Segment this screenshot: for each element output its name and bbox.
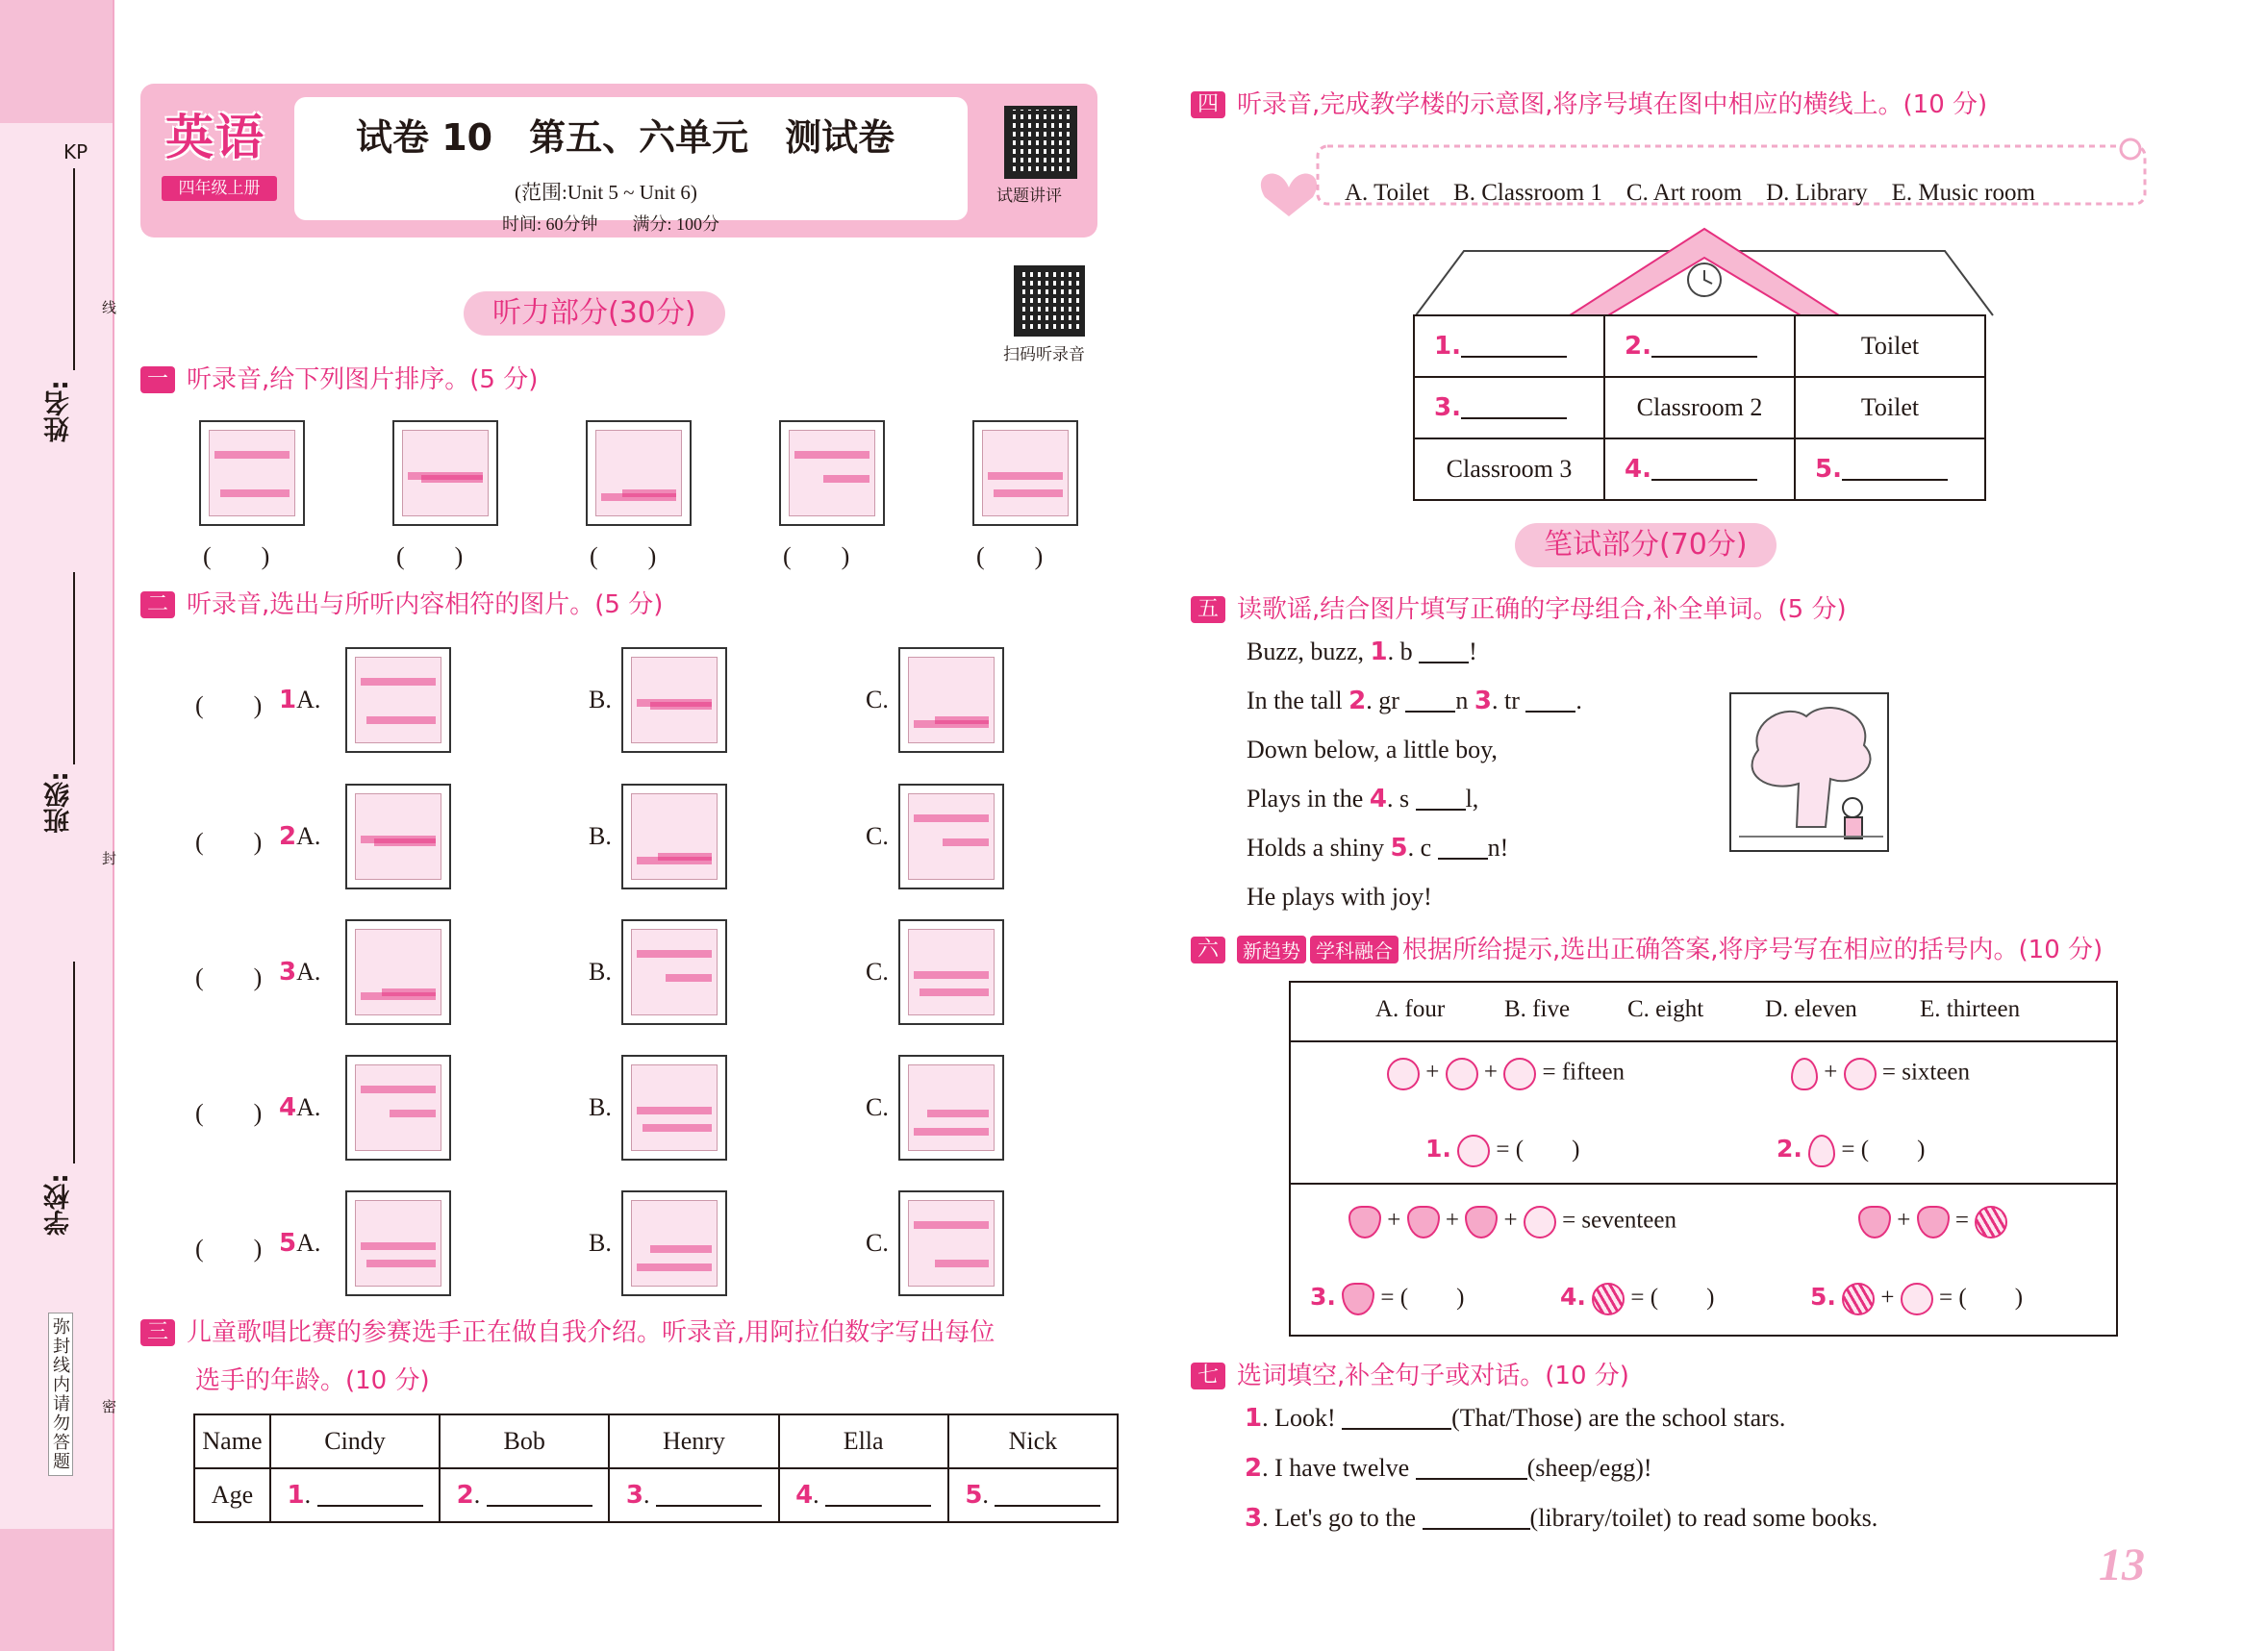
- floor-blank-number: 4.: [1625, 455, 1651, 484]
- math-option-2: B. five: [1504, 996, 1571, 1022]
- subject-fusion-badge: 学科融合: [1310, 936, 1399, 963]
- q2-option-c-label: C.: [866, 822, 889, 850]
- watermelon-icon: [1842, 1283, 1875, 1315]
- floor-answer-blank[interactable]: [1461, 417, 1567, 419]
- question-3-text-1: 儿童歌唱比赛的参赛选手正在做自我介绍。听录音,用阿拉伯数字写出每位: [187, 1318, 995, 1347]
- question-6-heading: [1191, 930, 2103, 965]
- age-answer-cell[interactable]: 1.: [270, 1468, 440, 1522]
- q2-item-label-5: [279, 1229, 320, 1258]
- picture-detail: [366, 1260, 436, 1267]
- picture-fill: [209, 430, 295, 516]
- floor-blank-number: 1.: [1434, 332, 1461, 361]
- sentence-blank[interactable]: [1423, 1528, 1530, 1530]
- picture-detail: [650, 702, 712, 710]
- q2-option-a-label: A.: [296, 958, 321, 986]
- picture-detail: [220, 489, 290, 497]
- picture-detail: [214, 451, 290, 459]
- trend-badge: 新趋势: [1237, 936, 1306, 963]
- q2-item-number: 1: [279, 686, 297, 714]
- chant-blank-number: 1: [1370, 638, 1388, 666]
- picture-fill: [908, 1200, 995, 1287]
- time-and-score: 时间: 60分钟 满分: 100分: [502, 214, 720, 234]
- q2-item-5-picture-a[interactable]: [345, 1190, 451, 1296]
- q1-picture-1[interactable]: [199, 420, 305, 526]
- q2-option-b-label: B.: [589, 1229, 612, 1257]
- page-number: 13: [2099, 1539, 2145, 1590]
- picture-detail: [366, 716, 436, 724]
- picture-fill: [631, 793, 718, 880]
- chant-blank[interactable]: [1405, 711, 1455, 713]
- age-answer-blank[interactable]: [995, 1505, 1100, 1507]
- sentence-text: . Let's go to the: [1262, 1504, 1423, 1532]
- q2-option-a-label: A.: [296, 1229, 321, 1257]
- picture-fill: [908, 657, 995, 743]
- floor-row: [1414, 377, 1985, 438]
- floor-answer-blank[interactable]: [1651, 356, 1757, 358]
- test-title: 试卷 10 第五、六单元 测试卷: [356, 116, 895, 159]
- chant-line-1: [1247, 638, 1477, 666]
- apple-icon: [1457, 1135, 1490, 1167]
- q2-answer-blank-5[interactable]: ( ): [195, 1235, 263, 1263]
- watermelon-icon: [1975, 1206, 2007, 1238]
- chant-blank-number: 4: [1369, 785, 1387, 813]
- seal-mark-3: 密: [100, 1399, 115, 1413]
- age-blank-number: 3: [625, 1481, 643, 1510]
- question-4-heading: [1191, 85, 1987, 120]
- q2-option-b-label: B.: [589, 958, 612, 986]
- sentence-number: 3: [1245, 1504, 1263, 1533]
- seal-note: 弥封线内请勿答题: [48, 1313, 73, 1476]
- chant-blank[interactable]: [1438, 858, 1488, 860]
- watermelon-icon: [1592, 1283, 1625, 1315]
- age-answer-cell[interactable]: 4.: [779, 1468, 948, 1522]
- name-label: 姓名:: [44, 380, 74, 442]
- picture-detail: [382, 988, 436, 996]
- floor-answer-blank[interactable]: [1842, 479, 1948, 481]
- q1-picture-3[interactable]: [586, 420, 692, 526]
- chant-line-3: [1247, 736, 1498, 764]
- contestant-name-cell: Ella: [779, 1414, 948, 1468]
- chant-text: l,: [1465, 785, 1479, 813]
- school-line[interactable]: [73, 962, 75, 1163]
- age-answer-blank[interactable]: [317, 1505, 423, 1507]
- qr-code-icon[interactable]: [1004, 106, 1077, 179]
- sentence-number: 2: [1245, 1454, 1263, 1483]
- strawberry-icon: [1465, 1206, 1498, 1238]
- q1-picture-2[interactable]: [392, 420, 498, 526]
- q2-item-number: 3: [279, 958, 297, 987]
- q2-item-4-picture-a[interactable]: [345, 1055, 451, 1161]
- floor-room-cell: Classroom 3: [1414, 438, 1604, 500]
- name-line[interactable]: [73, 168, 75, 370]
- seal-mark-1: 线: [100, 300, 115, 314]
- q2-option-c-label: C.: [866, 1229, 889, 1257]
- age-answer-cell[interactable]: 3.: [609, 1468, 778, 1522]
- chant-text: He plays with joy!: [1247, 883, 1432, 911]
- apple-icon: [1503, 1058, 1536, 1090]
- apple-icon: [1844, 1058, 1877, 1090]
- chant-letters: . b: [1387, 638, 1420, 665]
- floor-blank-number: 5.: [1815, 455, 1842, 484]
- paper-code: KP: [63, 140, 88, 163]
- picture-fill: [908, 1064, 995, 1151]
- q2-item-3-picture-c[interactable]: [898, 919, 1004, 1025]
- answer-5[interactable]: 5. + = ( ): [1810, 1278, 2023, 1315]
- floor-room-cell: Classroom 2: [1604, 377, 1795, 438]
- apple-icon: [1524, 1206, 1556, 1238]
- picture-detail: [390, 1110, 436, 1117]
- chant-letters: . gr: [1366, 687, 1406, 714]
- chant-blank-number: 5: [1390, 834, 1408, 863]
- chant-blank[interactable]: [1416, 809, 1466, 811]
- age-table-answer-row: [194, 1468, 1118, 1522]
- equation-pear-apple-sixteen: + = sixteen: [1791, 1058, 1970, 1090]
- q2-option-a-label: A.: [296, 686, 321, 713]
- age-label-cell: Age: [194, 1468, 270, 1522]
- q2-option-c-label: C.: [866, 686, 889, 713]
- floor-answer-cell[interactable]: [1795, 438, 1985, 500]
- chant-text: Down below, a little boy,: [1247, 736, 1498, 763]
- chant-line-6: [1247, 883, 1432, 912]
- chant-blank[interactable]: [1525, 711, 1575, 713]
- q1-picture-4[interactable]: [779, 420, 885, 526]
- picture-fill: [631, 1200, 718, 1287]
- q2-option-a-label: A.: [296, 822, 321, 850]
- q2-item-2-picture-b[interactable]: [621, 784, 727, 889]
- q1-order-blank-4[interactable]: ( ): [783, 542, 850, 570]
- chant-blank-number: 2: [1348, 687, 1367, 715]
- picture-detail: [658, 853, 712, 861]
- picture-fill: [355, 929, 441, 1015]
- sentence-text: (That/Those) are the school stars.: [1451, 1404, 1786, 1432]
- floor-answer-blank[interactable]: [1461, 356, 1567, 358]
- picture-detail: [666, 974, 712, 982]
- age-answer-blank[interactable]: [487, 1505, 592, 1507]
- sentence-number: 1: [1245, 1404, 1263, 1433]
- picture-fill: [595, 430, 682, 516]
- q1-order-blank-1[interactable]: ( ): [203, 542, 270, 570]
- q2-option-c-label: C.: [866, 1093, 889, 1121]
- picture-fill: [355, 657, 441, 743]
- building-roof-icon: [1406, 224, 2003, 318]
- q2-item-number: 4: [279, 1093, 297, 1122]
- writing-section-title: 笔试部分(70分): [1515, 523, 1777, 567]
- sentence-text: (sheep/egg)!: [1526, 1454, 1652, 1482]
- subject-title: 英语: [165, 110, 265, 165]
- question-2-number: 二: [140, 591, 175, 618]
- floor-answer-cell[interactable]: [1414, 315, 1604, 377]
- chant-letters: . s: [1386, 785, 1416, 813]
- q2-item-label-2: [279, 822, 320, 851]
- strawberry-icon: [1858, 1206, 1891, 1238]
- sentence-blank[interactable]: [1342, 1428, 1451, 1430]
- tree-boy-picture: [1729, 692, 1889, 852]
- age-blank-number: 1: [287, 1481, 305, 1510]
- q2-item-label-3: [279, 958, 320, 987]
- chant-blank-number: 3: [1474, 687, 1492, 715]
- binding-strip-bottom: [0, 1529, 113, 1651]
- math-divider-1: [1291, 1040, 2116, 1042]
- age-blank-number: 4: [795, 1481, 814, 1510]
- question-4-text: 听录音,完成教学楼的示意图,将序号填在图中相应的横线上。(10 分): [1237, 90, 1988, 119]
- chant-blank[interactable]: [1419, 662, 1469, 663]
- q2-item-1-picture-b[interactable]: [621, 647, 727, 753]
- q2-option-b-label: B.: [589, 822, 612, 850]
- q2-item-4-picture-b[interactable]: [621, 1055, 727, 1161]
- test-range: (范围:Unit 5 ~ Unit 6): [515, 181, 697, 204]
- picture-fill: [631, 929, 718, 1015]
- chant-text: n!: [1487, 834, 1509, 862]
- q2-item-label-1: [279, 686, 320, 714]
- picture-detail: [643, 1124, 712, 1132]
- chant-letters: n: [1455, 687, 1474, 714]
- age-answer-blank[interactable]: [656, 1505, 762, 1507]
- q2-answer-blank-2[interactable]: ( ): [195, 828, 263, 856]
- picture-detail: [637, 1263, 712, 1271]
- age-answer-cell[interactable]: 5.: [948, 1468, 1118, 1522]
- question-1-number: 一: [140, 366, 175, 393]
- age-blank-number: 2: [456, 1481, 474, 1510]
- question-3-heading: [140, 1313, 995, 1348]
- strawberry-icon: [1348, 1206, 1381, 1238]
- picture-detail: [914, 814, 989, 822]
- picture-detail: [361, 1242, 436, 1250]
- apple-icon: [1446, 1058, 1478, 1090]
- age-blank-number: 5: [965, 1481, 983, 1510]
- q1-order-blank-5[interactable]: ( ): [976, 542, 1044, 570]
- q2-item-5-picture-b[interactable]: [621, 1190, 727, 1296]
- q2-option-b-label: B.: [589, 686, 612, 713]
- q2-item-5-picture-c[interactable]: [898, 1190, 1004, 1296]
- q2-item-number: 2: [279, 822, 297, 851]
- q2-item-label-4: [279, 1093, 320, 1122]
- floor-answer-cell[interactable]: [1604, 315, 1795, 377]
- contestant-name-cell: Nick: [948, 1414, 1118, 1468]
- qr-caption: 试题讲评: [996, 187, 1062, 205]
- age-table: [193, 1413, 1119, 1523]
- chant-line-4: [1247, 785, 1478, 813]
- name-header-cell: Name: [194, 1414, 270, 1468]
- floor-answer-cell[interactable]: [1414, 377, 1604, 438]
- fill-sentence-1: [1245, 1404, 1785, 1433]
- question-7-heading: [1191, 1356, 1629, 1391]
- picture-detail: [374, 838, 436, 846]
- question-7-text: 选词填空,补全句子或对话。(10 分): [1237, 1362, 1629, 1390]
- question-2-text: 听录音,选出与所听内容相符的图片。(5 分): [187, 590, 664, 619]
- chant-letters: . tr: [1492, 687, 1526, 714]
- chant-text: In the tall: [1247, 687, 1349, 714]
- sentence-text: (library/toilet) to read some books.: [1529, 1504, 1878, 1532]
- picture-fill: [908, 793, 995, 880]
- q2-item-2-picture-c[interactable]: [898, 784, 1004, 889]
- seal-mark-2: 封: [100, 851, 115, 865]
- question-3-number: 三: [140, 1319, 175, 1346]
- age-table-header-row: [194, 1414, 1118, 1468]
- question-6-text: 根据所给提示,选出正确答案,将序号写在相应的括号内。(10 分): [1402, 936, 2104, 964]
- chant-text: .: [1575, 687, 1582, 714]
- picture-detail: [935, 716, 989, 724]
- fill-sentence-3: [1245, 1504, 1877, 1533]
- picture-detail: [988, 472, 1063, 480]
- picture-detail: [650, 1245, 712, 1253]
- class-line[interactable]: [73, 572, 75, 764]
- floor-blank-number: 3.: [1434, 393, 1461, 422]
- picture-detail: [361, 678, 436, 686]
- question-5-heading: [1191, 589, 1847, 625]
- chant-letters: . c: [1407, 834, 1438, 862]
- picture-detail: [421, 475, 483, 483]
- picture-detail: [914, 1221, 989, 1229]
- math-option-1: A. four: [1375, 996, 1446, 1022]
- q2-answer-blank-4[interactable]: ( ): [195, 1099, 263, 1127]
- picture-detail: [927, 1110, 989, 1117]
- floor-plan-table: [1413, 314, 1986, 501]
- chant-line-2: [1247, 687, 1582, 715]
- chant-line-5: [1247, 834, 1508, 863]
- q2-item-2-picture-a[interactable]: [345, 784, 451, 889]
- picture-detail: [935, 1260, 989, 1267]
- floor-row: [1414, 315, 1985, 377]
- grade-badge: 四年级上册: [162, 176, 277, 201]
- school-label: 学校:: [44, 1173, 74, 1236]
- strawberry-icon: [1917, 1206, 1950, 1238]
- question-1-heading: [140, 360, 538, 395]
- math-option-3: C. eight: [1627, 996, 1704, 1022]
- chant-text: Plays in the: [1247, 785, 1370, 813]
- contestant-name-cell: Cindy: [270, 1414, 440, 1468]
- question-4-options: A. Toilet B. Classroom 1 C. Art room D. Library E. Music room: [1345, 180, 2035, 206]
- picture-detail: [361, 1086, 436, 1093]
- q2-answer-blank-1[interactable]: ( ): [195, 691, 263, 719]
- floor-row: [1414, 438, 1985, 500]
- fruit-math-box: [1289, 981, 2118, 1337]
- q2-option-c-label: C.: [866, 958, 889, 986]
- listen-qr-code-icon[interactable]: [1014, 265, 1085, 337]
- apple-icon: [1387, 1058, 1420, 1090]
- chant-text: Buzz, buzz,: [1247, 638, 1371, 665]
- sentence-blank[interactable]: [1416, 1478, 1527, 1480]
- equation-apples-fifteen: + + = fifteen: [1387, 1058, 1625, 1090]
- q2-option-b-label: B.: [589, 1093, 612, 1121]
- chant-text: Holds a shiny: [1247, 834, 1391, 862]
- floor-answer-cell[interactable]: [1604, 438, 1795, 500]
- strawberry-icon: [1342, 1283, 1374, 1315]
- picture-detail: [823, 475, 869, 483]
- answer-1[interactable]: 1. = ( ): [1425, 1130, 1579, 1167]
- q1-picture-5[interactable]: [972, 420, 1078, 526]
- pear-icon: [1808, 1135, 1835, 1167]
- question-1-text: 听录音,给下列图片排序。(5 分): [187, 365, 539, 394]
- picture-detail: [637, 950, 712, 958]
- question-5-text: 读歌谣,结合图片填写正确的字母组合,补全单词。(5 分): [1237, 595, 1847, 624]
- q2-item-1-picture-c[interactable]: [898, 647, 1004, 753]
- q2-item-3-picture-a[interactable]: [345, 919, 451, 1025]
- floor-room-cell: Toilet: [1795, 377, 1985, 438]
- sentence-text: . Look!: [1262, 1404, 1343, 1432]
- fill-sentence-2: [1245, 1454, 1652, 1483]
- question-6-number: 六: [1191, 937, 1225, 963]
- math-option-4: D. eleven: [1765, 996, 1857, 1022]
- q2-item-3-picture-b[interactable]: [621, 919, 727, 1025]
- pear-icon: [1791, 1058, 1818, 1090]
- picture-detail: [920, 988, 989, 996]
- question-5-number: 五: [1191, 596, 1225, 623]
- q2-item-1-picture-a[interactable]: [345, 647, 451, 753]
- equation-strawberries-seventeen: + + + = seventeen: [1348, 1206, 1676, 1238]
- answer-4[interactable]: 4. = ( ): [1560, 1278, 1714, 1315]
- contestant-name-cell: Bob: [440, 1414, 609, 1468]
- picture-fill: [355, 1064, 441, 1151]
- answer-2[interactable]: 2. = ( ): [1777, 1130, 1925, 1167]
- q1-order-blank-2[interactable]: ( ): [396, 542, 464, 570]
- binding-strip-top: [0, 0, 113, 123]
- age-answer-blank[interactable]: [825, 1505, 931, 1507]
- sentence-text: . I have twelve: [1262, 1454, 1416, 1482]
- question-2-heading: [140, 585, 663, 620]
- q2-answer-blank-3[interactable]: ( ): [195, 963, 263, 991]
- answer-3[interactable]: 3. = ( ): [1310, 1278, 1464, 1315]
- picture-detail: [794, 451, 869, 459]
- picture-detail: [914, 1128, 989, 1136]
- picture-detail: [914, 971, 989, 979]
- q2-option-a-label: A.: [296, 1093, 321, 1121]
- math-option-5: E. thirteen: [1920, 996, 2021, 1022]
- picture-detail: [622, 489, 676, 497]
- floor-blank-number: 2.: [1625, 332, 1651, 361]
- listen-qr-caption: 扫码听录音: [1003, 345, 1085, 363]
- picture-fill: [789, 430, 875, 516]
- question-7-number: 七: [1191, 1363, 1225, 1389]
- question-3-text-2: 选手的年龄。(10 分): [195, 1366, 430, 1395]
- strawberry-icon: [1407, 1206, 1440, 1238]
- question-4-number: 四: [1191, 91, 1225, 118]
- picture-detail: [943, 838, 989, 846]
- floor-room-cell: Toilet: [1795, 315, 1985, 377]
- q1-order-blank-3[interactable]: ( ): [590, 542, 657, 570]
- q2-item-number: 5: [279, 1229, 297, 1258]
- q2-item-4-picture-c[interactable]: [898, 1055, 1004, 1161]
- contestant-name-cell: Henry: [609, 1414, 778, 1468]
- equation-strawberries-watermelon: + =: [1858, 1206, 2007, 1238]
- picture-detail: [637, 1107, 712, 1114]
- floor-answer-blank[interactable]: [1651, 479, 1757, 481]
- age-answer-cell[interactable]: 2.: [440, 1468, 609, 1522]
- class-label: 班级:: [44, 771, 74, 834]
- math-divider-2: [1291, 1183, 2116, 1185]
- listening-section-title: 听力部分(30分): [464, 291, 725, 336]
- apple-icon: [1901, 1283, 1933, 1315]
- picture-detail: [994, 489, 1063, 497]
- chant-text: !: [1469, 638, 1477, 665]
